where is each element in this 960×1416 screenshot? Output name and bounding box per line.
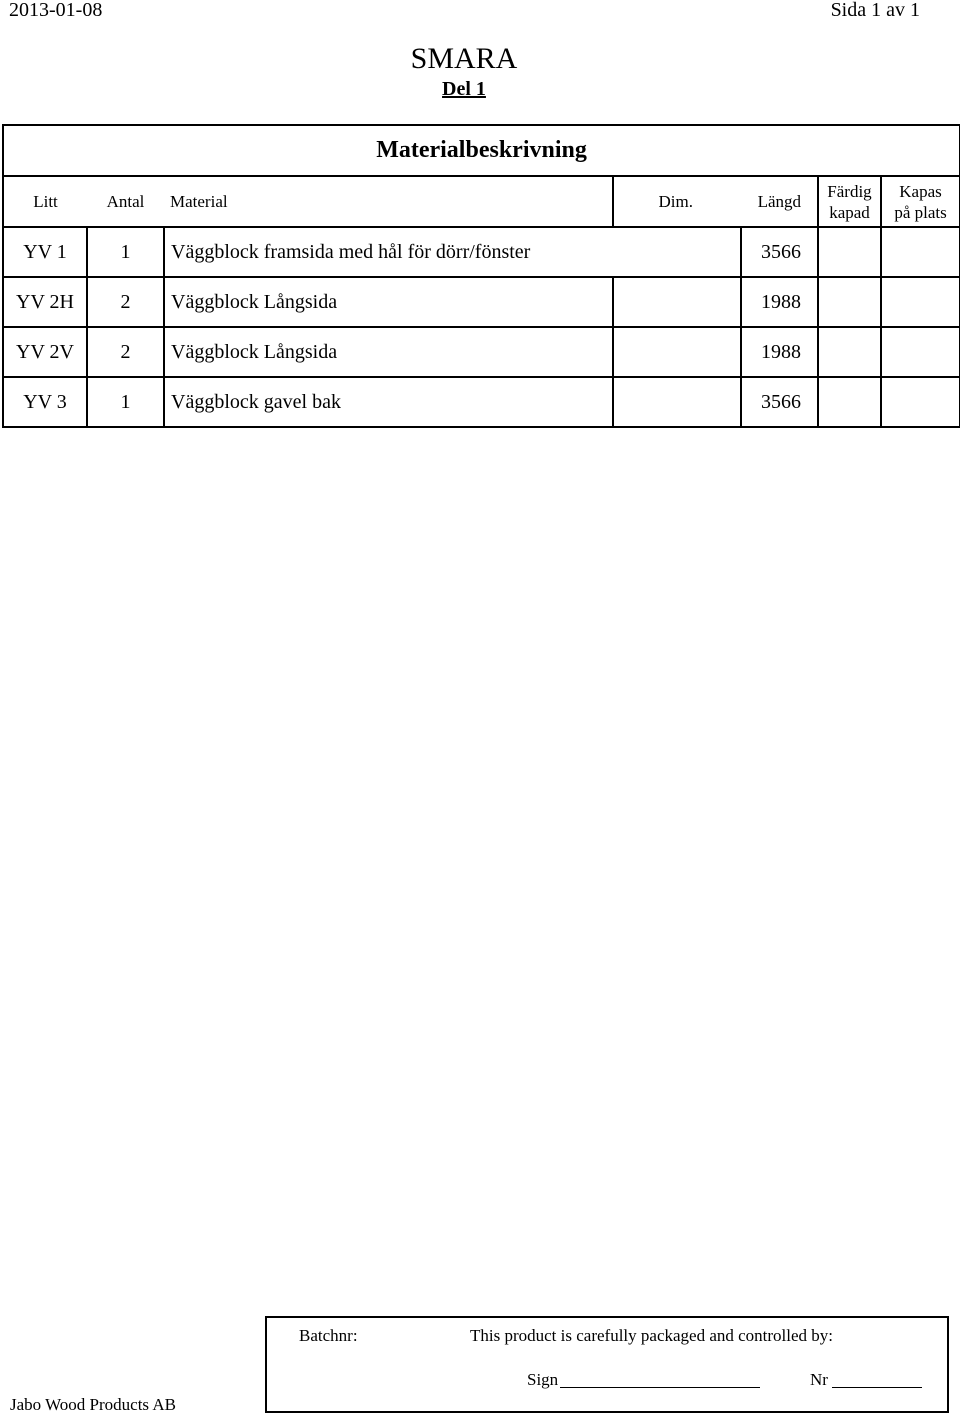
cell-litt: YV 2V xyxy=(3,327,87,377)
cell-antal: 2 xyxy=(87,277,164,327)
cell-antal: 1 xyxy=(87,227,164,277)
cell-litt: YV 1 xyxy=(3,227,87,277)
page-indicator: Sida 1 av 1 xyxy=(830,0,920,21)
header-litt: Litt xyxy=(3,176,87,227)
cell-antal: 1 xyxy=(87,377,164,427)
checkbox-fardig-kapad[interactable] xyxy=(818,327,881,377)
batch-number-label: Batchnr: xyxy=(299,1326,358,1345)
table-row xyxy=(3,227,960,277)
nr-field[interactable] xyxy=(832,1387,922,1388)
material-table xyxy=(2,124,960,428)
checkbox-kapas-pa-plats[interactable] xyxy=(881,377,960,427)
control-box xyxy=(265,1316,949,1413)
header-antal: Antal xyxy=(87,176,164,227)
header-fardig-line2: kapad xyxy=(829,202,870,222)
cell-dim xyxy=(613,327,741,377)
document-subtitle: Del 1 xyxy=(442,78,486,100)
sign-field[interactable] xyxy=(560,1387,760,1388)
cell-langd: 3566 xyxy=(741,227,818,277)
header-kapas-line2: på plats xyxy=(894,202,947,222)
header-kapas-pa-plats xyxy=(881,176,960,227)
company-name: Jabo Wood Products AB xyxy=(10,1395,176,1414)
checkbox-fardig-kapad[interactable] xyxy=(818,277,881,327)
control-statement: This product is carefully packaged and controlled by: xyxy=(470,1326,834,1345)
checkbox-fardig-kapad[interactable] xyxy=(818,377,881,427)
cell-langd: 3566 xyxy=(741,377,818,427)
header-material: Material xyxy=(164,176,613,227)
cell-antal: 2 xyxy=(87,327,164,377)
header-langd: Längd xyxy=(741,176,818,227)
nr-label: Nr xyxy=(810,1370,828,1389)
cell-dim xyxy=(613,277,741,327)
header-fardig-line1: Färdig xyxy=(827,181,872,201)
checkbox-kapas-pa-plats[interactable] xyxy=(881,327,960,377)
cell-dim xyxy=(613,377,741,427)
document-title: SMARA xyxy=(410,42,518,75)
table-header-row xyxy=(3,176,960,227)
cell-litt: YV 2H xyxy=(3,277,87,327)
header-dim: Dim. xyxy=(613,176,741,227)
cell-material: Väggblock Långsida xyxy=(164,277,613,327)
cell-material: Väggblock Långsida xyxy=(164,327,613,377)
document-date: 2013-01-08 xyxy=(9,0,103,21)
table-row xyxy=(3,377,960,427)
checkbox-kapas-pa-plats[interactable] xyxy=(881,227,960,277)
table-caption: Materialbeskrivning xyxy=(3,125,960,176)
table-row xyxy=(3,327,960,377)
checkbox-kapas-pa-plats[interactable] xyxy=(881,277,960,327)
sign-label: Sign xyxy=(527,1370,559,1389)
cell-langd: 1988 xyxy=(741,327,818,377)
checkbox-fardig-kapad[interactable] xyxy=(818,227,881,277)
cell-litt: YV 3 xyxy=(3,377,87,427)
cell-material: Väggblock gavel bak xyxy=(164,377,613,427)
cell-langd: 1988 xyxy=(741,277,818,327)
header-fardig-kapad xyxy=(818,176,881,227)
header-kapas-line1: Kapas xyxy=(899,181,942,201)
cell-material: Väggblock framsida med hål för dörr/fönster xyxy=(164,227,741,277)
table-row xyxy=(3,277,960,327)
